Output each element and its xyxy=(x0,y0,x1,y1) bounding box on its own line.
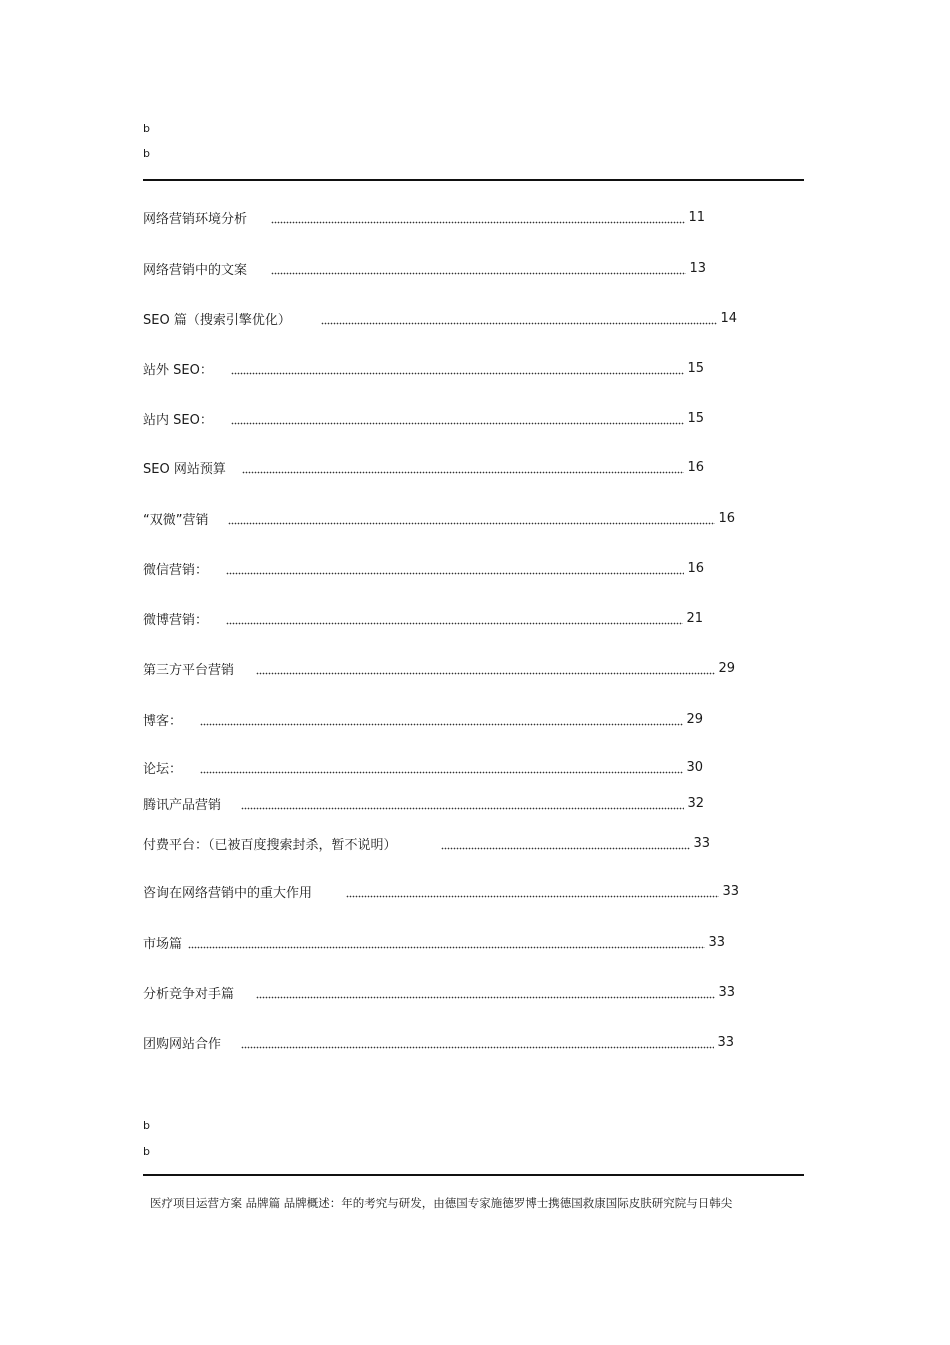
footer-mark: b xyxy=(143,1119,150,1132)
toc-title: 第三方平台营销 xyxy=(143,662,235,678)
toc-title: 团购网站合作 xyxy=(143,1036,222,1052)
toc-leader-dots xyxy=(271,261,686,275)
toc-title: 微博营销： xyxy=(143,612,209,628)
toc-page-number: 30 xyxy=(686,759,703,775)
toc-entry[interactable] xyxy=(143,794,704,812)
toc-entry[interactable] xyxy=(143,559,704,577)
toc-leader-dots xyxy=(231,361,685,375)
toc-title: 论坛： xyxy=(143,761,183,777)
toc-page-number: 15 xyxy=(687,360,704,376)
toc-leader-dots xyxy=(241,796,684,810)
toc-page-number: 29 xyxy=(686,711,703,727)
toc-title: 微信营销： xyxy=(143,562,209,578)
toc-page-number: 21 xyxy=(686,610,703,626)
toc-leader-dots xyxy=(228,511,715,525)
toc-page-number: 15 xyxy=(687,410,704,426)
toc-entry[interactable] xyxy=(143,208,705,226)
toc-entry[interactable] xyxy=(143,1033,734,1051)
toc-entry[interactable] xyxy=(143,609,703,627)
toc-entry[interactable] xyxy=(143,458,704,476)
toc-entry[interactable] xyxy=(143,309,737,327)
toc-page-number: 32 xyxy=(687,795,704,811)
toc-page-number: 11 xyxy=(688,209,705,225)
toc-page-number: 33 xyxy=(693,835,710,851)
toc-title: 分析竞争对手篇 xyxy=(143,986,235,1002)
toc-page-number: 14 xyxy=(720,310,737,326)
toc-leader-dots xyxy=(226,611,683,625)
toc-entry[interactable] xyxy=(143,882,739,900)
toc-title: 网络营销环境分析 xyxy=(143,211,248,227)
toc-leader-dots xyxy=(241,1035,714,1049)
toc-page-number: 13 xyxy=(689,260,706,276)
toc-entry[interactable] xyxy=(143,409,704,427)
toc-entry[interactable] xyxy=(143,710,703,728)
toc-title: SEO 篇（搜索引擎优化） xyxy=(143,312,291,328)
footer-text: 医疗项目运营方案 品牌篇 品牌概述：年的考究与研发，由德国专家施德罗博士携德国救康国际皮肤研究院与日韩尖 xyxy=(150,1196,733,1210)
footer-rule xyxy=(143,1174,804,1176)
toc-entry[interactable] xyxy=(143,509,735,527)
toc-entry[interactable] xyxy=(143,983,735,1001)
toc-title: SEO 网站预算 xyxy=(143,461,226,477)
header-mark: b xyxy=(143,122,150,135)
header-rule xyxy=(143,179,804,181)
footer-mark: b xyxy=(143,1145,150,1158)
toc-entry[interactable] xyxy=(143,659,735,677)
toc-leader-dots xyxy=(256,661,715,675)
toc-leader-dots xyxy=(231,411,685,425)
toc-leader-dots xyxy=(321,311,718,325)
toc-entry[interactable] xyxy=(143,834,710,852)
toc-page-number: 16 xyxy=(687,459,704,475)
toc-entry[interactable] xyxy=(143,933,725,951)
header-mark: b xyxy=(143,147,150,160)
toc-title: “双微”营销 xyxy=(143,512,209,528)
toc-leader-dots xyxy=(188,935,705,949)
toc-leader-dots xyxy=(271,210,685,224)
toc-leader-dots xyxy=(346,884,719,898)
toc-title: 网络营销中的文案 xyxy=(143,262,248,278)
toc-title: 市场篇 xyxy=(143,936,183,952)
toc-title: 站内 SEO： xyxy=(143,412,213,428)
toc-page-number: 33 xyxy=(717,1034,734,1050)
toc-entry[interactable] xyxy=(143,758,703,776)
toc-leader-dots xyxy=(256,985,715,999)
toc-title: 腾讯产品营销 xyxy=(143,797,222,813)
toc-page-number: 29 xyxy=(718,660,735,676)
toc-entry[interactable] xyxy=(143,259,706,277)
toc-page-number: 16 xyxy=(687,560,704,576)
toc-title: 咨询在网络营销中的重大作用 xyxy=(143,885,313,901)
toc-leader-dots xyxy=(441,836,691,850)
toc-entry[interactable] xyxy=(143,359,704,377)
toc-title: 付费平台：（已被百度搜索封杀，暂不说明） xyxy=(143,837,397,853)
toc-leader-dots xyxy=(200,712,683,726)
toc-leader-dots xyxy=(200,760,683,774)
toc-page-number: 33 xyxy=(708,934,725,950)
toc-page-number: 33 xyxy=(722,883,739,899)
toc-leader-dots xyxy=(242,460,685,474)
toc-title: 博客： xyxy=(143,713,183,729)
toc-page-number: 33 xyxy=(718,984,735,1000)
toc-title: 站外 SEO： xyxy=(143,362,213,378)
toc-page-number: 16 xyxy=(718,510,735,526)
toc-leader-dots xyxy=(226,561,684,575)
